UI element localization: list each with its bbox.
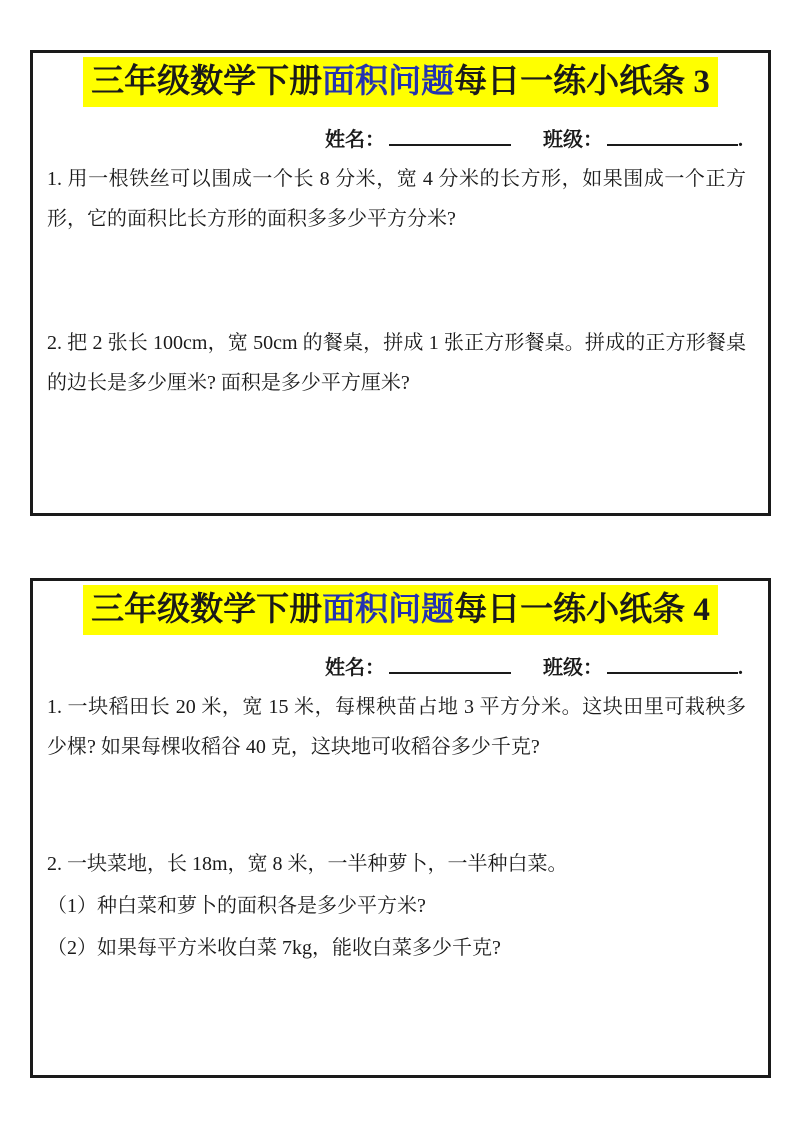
problem-1: 1. 一块稻田长 20 米，宽 15 米，每棵秧苗占地 3 平方分米。这块田里可栽秧多少棵? 如果每棵收稻谷 40 克，这块地可收稻谷多少千克? xyxy=(47,696,746,758)
name-class-row xyxy=(33,123,768,149)
problem-2: 2. 把 2 张长 100cm，宽 50cm 的餐桌，拼成 1 张正方形餐桌。拼成的正方形餐桌的边长是多少厘米? 面积是多少平方厘米? xyxy=(47,332,746,394)
class-blank-field[interactable] xyxy=(607,654,738,674)
title-suffix: 每日一练小纸条 3 xyxy=(454,64,710,100)
worksheet-title-row xyxy=(33,585,768,635)
class-label: 班级： xyxy=(543,129,603,151)
worksheet-title-highlight xyxy=(83,57,718,107)
trailing-period: . xyxy=(738,657,743,679)
trailing-period: . xyxy=(738,129,743,151)
worksheet-card-4 xyxy=(30,578,771,1078)
problem-2 xyxy=(33,843,768,969)
title-keyword: 面积问题 xyxy=(322,64,455,100)
class-blank-field[interactable] xyxy=(607,126,738,146)
problem-2-part-1: （1）种白菜和萝卜的面积各是多少平方米? xyxy=(47,895,426,917)
name-blank-field[interactable] xyxy=(389,126,511,146)
worksheet-card-3 xyxy=(30,50,771,516)
title-prefix: 三年级数学下册 xyxy=(91,64,323,100)
name-label: 姓名： xyxy=(325,129,385,151)
problem-1: 1. 用一根铁丝可以围成一个长 8 分米，宽 4 分米的长方形，如果围成一个正方形，它的面积比长方形的面积多多少平方分米? xyxy=(47,168,746,230)
name-blank-field[interactable] xyxy=(389,654,511,674)
name-label: 姓名： xyxy=(325,657,385,679)
name-class-row xyxy=(33,651,768,677)
worksheet-title-highlight xyxy=(83,585,718,635)
class-label: 班级： xyxy=(543,657,603,679)
problem-2-main: 2. 一块菜地，长 18m，宽 8 米，一半种萝卜，一半种白菜。 xyxy=(47,853,568,875)
title-keyword: 面积问题 xyxy=(322,592,455,628)
title-suffix: 每日一练小纸条 4 xyxy=(454,592,710,628)
worksheet-title-row xyxy=(33,57,768,107)
title-prefix: 三年级数学下册 xyxy=(91,592,323,628)
problem-2-part-2: （2）如果每平方米收白菜 7kg，能收白菜多少千克? xyxy=(47,937,501,959)
